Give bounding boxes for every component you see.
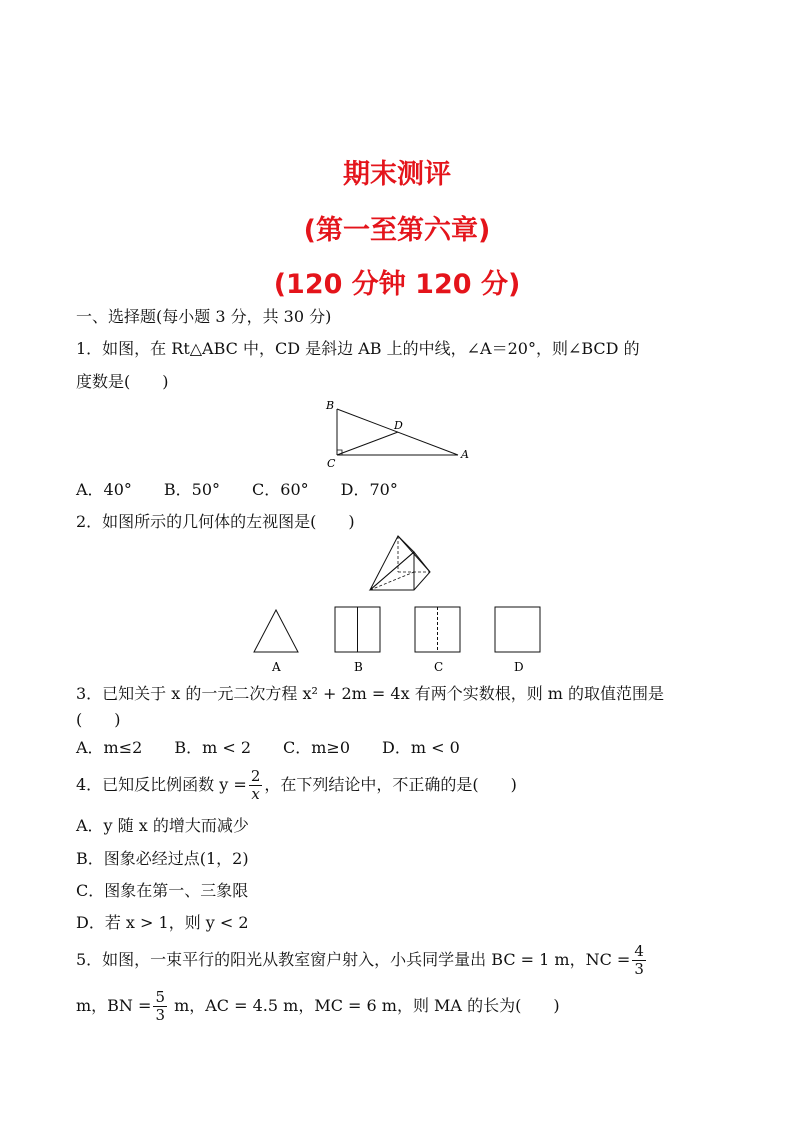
time-score-line: (120 分钟 120 分) <box>273 269 521 300</box>
label-C: C <box>327 457 336 470</box>
q4-option-a: A．y 随 x 的增大而减少 <box>76 816 249 835</box>
label-B: B <box>326 399 335 412</box>
q3-stem-line1: 3．已知关于 x 的一元二次方程 x² + 2m = 4x 有两个实数根，则 m 的取值范围是 <box>76 684 665 703</box>
q4-frac-num: 2 <box>250 767 261 785</box>
q2-stem: 2．如图所示的几何体的左视图是( ) <box>76 512 355 531</box>
q4-option-d: D．若 x > 1，则 y < 2 <box>76 913 249 932</box>
q2-options-figure <box>250 604 550 676</box>
q3-options: A．m≤2 B．m < 2 C．m≥0 D．m < 0 <box>76 738 460 757</box>
q4-stem <box>76 763 517 807</box>
q5-line1-text: 5．如图，一束平行的阳光从教室窗户射入，小兵同学量出 BC = 1 m，NC = <box>76 950 631 969</box>
q5-line2-b: m，AC = 4.5 m，MC = 6 m，则 MA 的长为( ) <box>168 996 560 1015</box>
option-d-square <box>495 607 540 652</box>
label-A: A <box>461 448 469 461</box>
q5-line2-a: m，BN = <box>76 996 152 1015</box>
option-label-a: A <box>272 660 281 674</box>
q5-nc-num: 4 <box>634 942 644 960</box>
q1-options: A．40° B．50° C．60° D．70° <box>76 480 398 499</box>
q1-stem-line1: 1．如图，在 Rt△ABC 中，CD 是斜边 AB 上的中线，∠A＝20°，则∠BCD 的 <box>76 339 640 358</box>
q4-fraction <box>249 768 263 803</box>
q5-bn-num: 5 <box>155 988 165 1006</box>
option-a-triangle <box>254 610 298 652</box>
page-title: 期末测评 <box>343 159 451 190</box>
q1-triangle-figure <box>320 395 480 470</box>
q2-prism-figure <box>362 532 434 596</box>
section-heading: 一、选择题(每小题 3 分，共 30 分) <box>76 307 332 326</box>
q5-nc-den: 3 <box>634 960 644 978</box>
q4-stem-before: 4．已知反比例函数 y = <box>76 775 247 794</box>
q4-frac-den: x <box>251 785 260 803</box>
q5-bn-fraction <box>153 989 167 1024</box>
option-label-d: D <box>514 660 524 674</box>
q4-option-b: B．图象必经过点(1，2) <box>76 849 249 868</box>
q5-stem-line2 <box>76 984 560 1028</box>
q4-option-c: C．图象在第一、三象限 <box>76 881 249 900</box>
q3-stem-line2: ( ) <box>76 710 121 729</box>
q5-bn-den: 3 <box>155 1006 165 1024</box>
q1-stem-line2: 度数是( ) <box>76 372 169 391</box>
option-label-c: C <box>434 660 444 674</box>
q4-stem-after: ，在下列结论中，不正确的是( ) <box>264 775 517 794</box>
q5-stem-line1 <box>76 938 648 982</box>
q5-nc-fraction <box>632 943 646 978</box>
label-D: D <box>394 419 403 432</box>
page-subtitle: (第一至第六章) <box>303 215 491 246</box>
option-label-b: B <box>354 660 363 674</box>
